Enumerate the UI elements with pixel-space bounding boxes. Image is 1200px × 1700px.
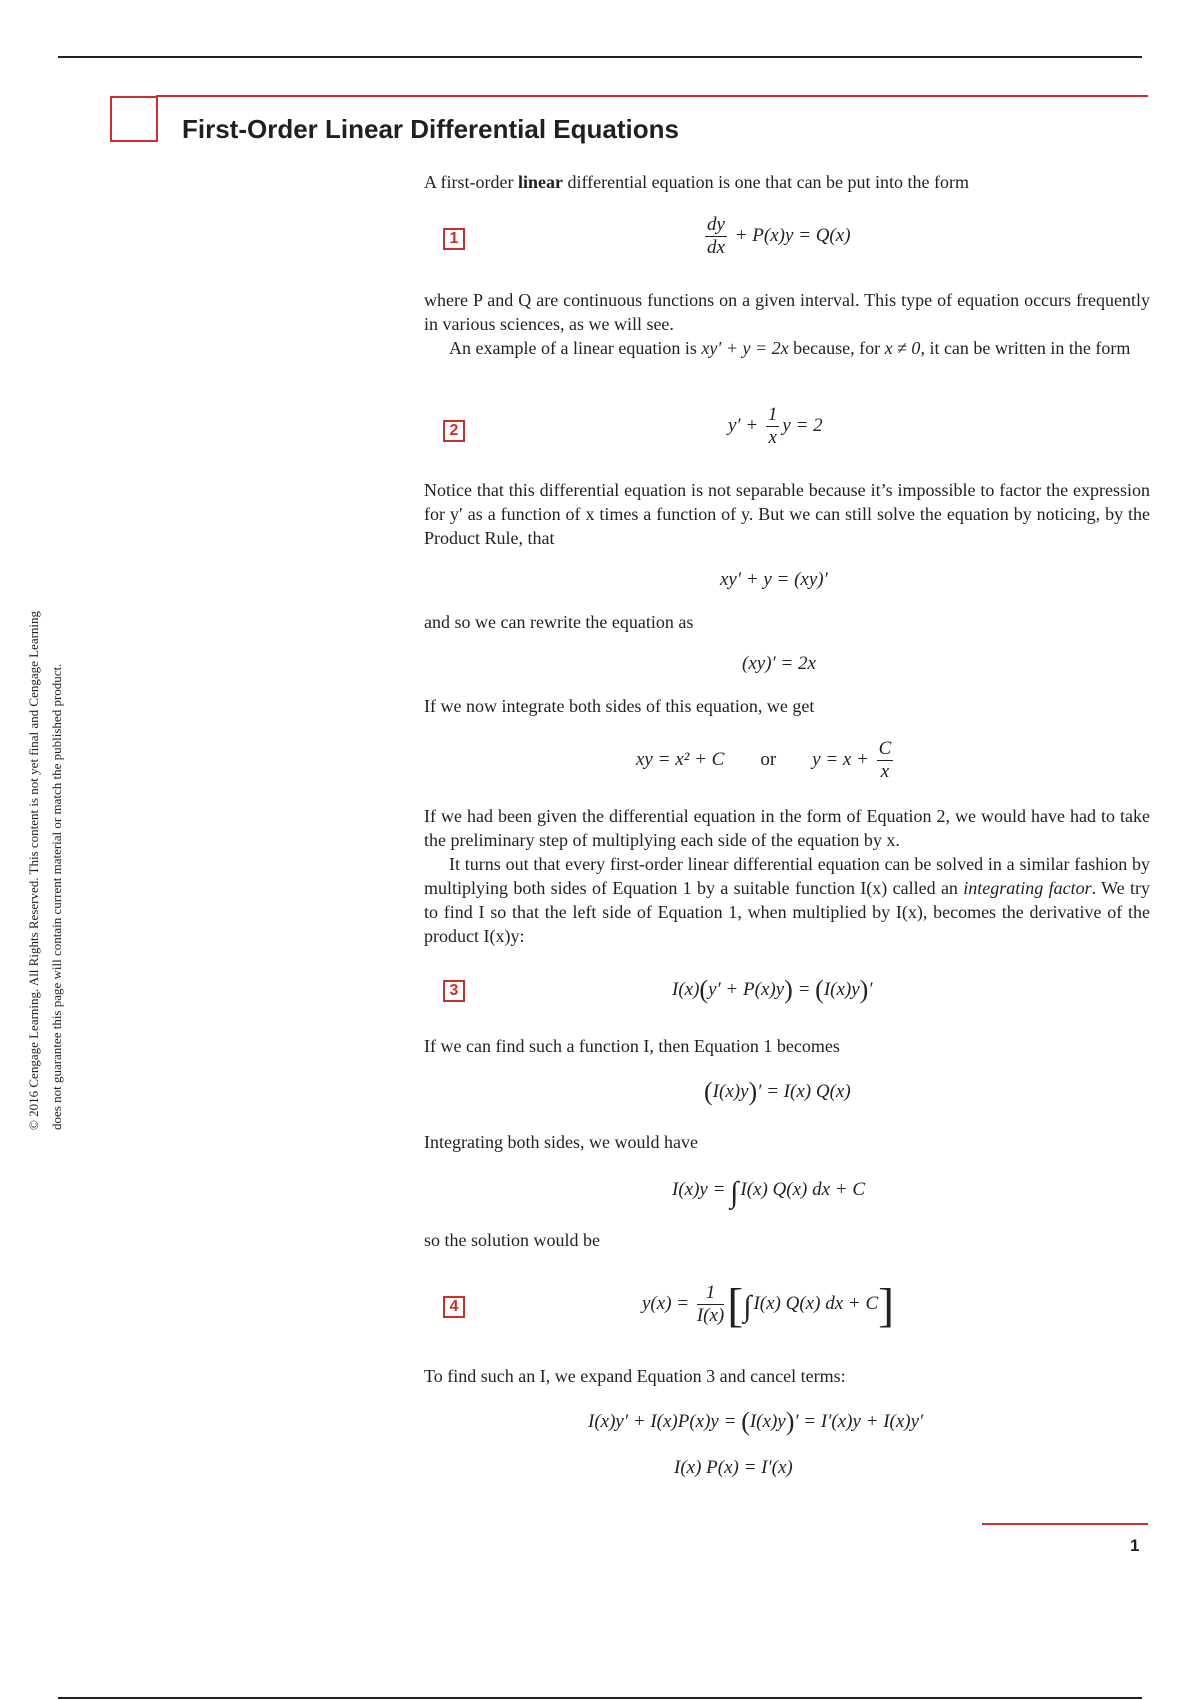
equation-number-4: 4 [443,1296,465,1318]
equation-integrated: xy = x² + C or y = x + $\frac{C}{x}$ [636,738,892,782]
paragraph-10: Integrating both sides, we would have [424,1132,698,1152]
paragraph-11: so the solution would be [424,1230,600,1250]
top-rule [58,56,1142,58]
page-number: 1 [1130,1536,1140,1555]
equation-number-1: 1 [443,228,465,250]
equation-4: y(x) = $\frac{1}{I(x)}$ [∫ I(x) Q(x) dx + C] [642,1278,895,1332]
footer-red-rule [982,1523,1148,1525]
term-integrating-factor: integrating factor [963,878,1092,898]
paragraph-6: If we now integrate both sides of this equation, we get [424,696,815,716]
equation-number-2: 2 [443,420,465,442]
equation-product-rule: xy′ + y = (xy)′ [720,569,828,590]
paragraph-2: where P and Q are continuous functions on a given interval. This type of equation occurs frequently in various sciences, as we will see. An example of a linear equation is xy′ + y = 2x because, for x ≠ 0, it can be written in the form [424,290,1150,358]
paragraph-7: If we had been given the differential equation in the form of Equation 2, we would have had to take the preliminary step of multiplying each side of the equation by x. It turns out that every first-order linear differential equation can be solved in a similar fashion by multiplying both sides of Equation 1 by a suitable function I(x) called an integrating factor. We try to find I so that the left side of Equation 1, when multiplied by I(x), becomes the derivative of the product I(x)y: [424,806,1151,946]
paragraph-1: A first-order linear differential equation is one that can be put into the form [424,172,970,192]
paragraph-12: To find such an I, we expand Equation 3 and cancel terms: [424,1366,846,1386]
copyright-line-1: © 2016 Cengage Learning. All Rights Reserved. This content is not yet final and Cengage Learning [26,610,41,1130]
copyright-notice [22,430,68,1130]
equation-number-3: 3 [443,980,465,1002]
equation-2: y′ + $\frac{1}{x}$ y = 2 [728,404,823,448]
bottom-rule [58,1697,1142,1699]
section-marker-box [110,96,158,142]
section-title: First-Order Linear Differential Equations [182,114,679,144]
equation-expand-2: I(x) P(x) = I′(x) [674,1457,793,1478]
paragraph-4: Notice that this differential equation is not separable because it’s impossible to factor the expression for y′ as a function of x times a function of y. But we can still solve the equation by noticing, by the Product Rule, that [424,480,1150,548]
equation-expand-1: I(x)y′ + I(x)P(x)y = (I(x)y)′ = I′(x)y + I(x)y′ [588,1407,924,1436]
equation-rewrite: (xy)′ = 2x [742,653,816,674]
term-linear: linear [517,172,563,192]
equation-integral: I(x)y = ∫ I(x) Q(x) dx + C [672,1176,866,1209]
equation-becomes: (I(x)y)′ = I(x) Q(x) [704,1077,851,1106]
equation-1: $\frac{dy}{dx}$ + P(x)y = Q(x) [707,214,851,258]
title-red-rule [156,95,1148,97]
paragraph-9: If we can find such a function I, then Equation 1 becomes [424,1036,840,1056]
equation-3: I(x)(y′ + P(x)y) = (I(x)y)′ [672,975,873,1004]
paragraph-5: and so we can rewrite the equation as [424,612,694,632]
copyright-line-2: does not guarantee this page will contain current material or match the published product. [49,663,64,1130]
